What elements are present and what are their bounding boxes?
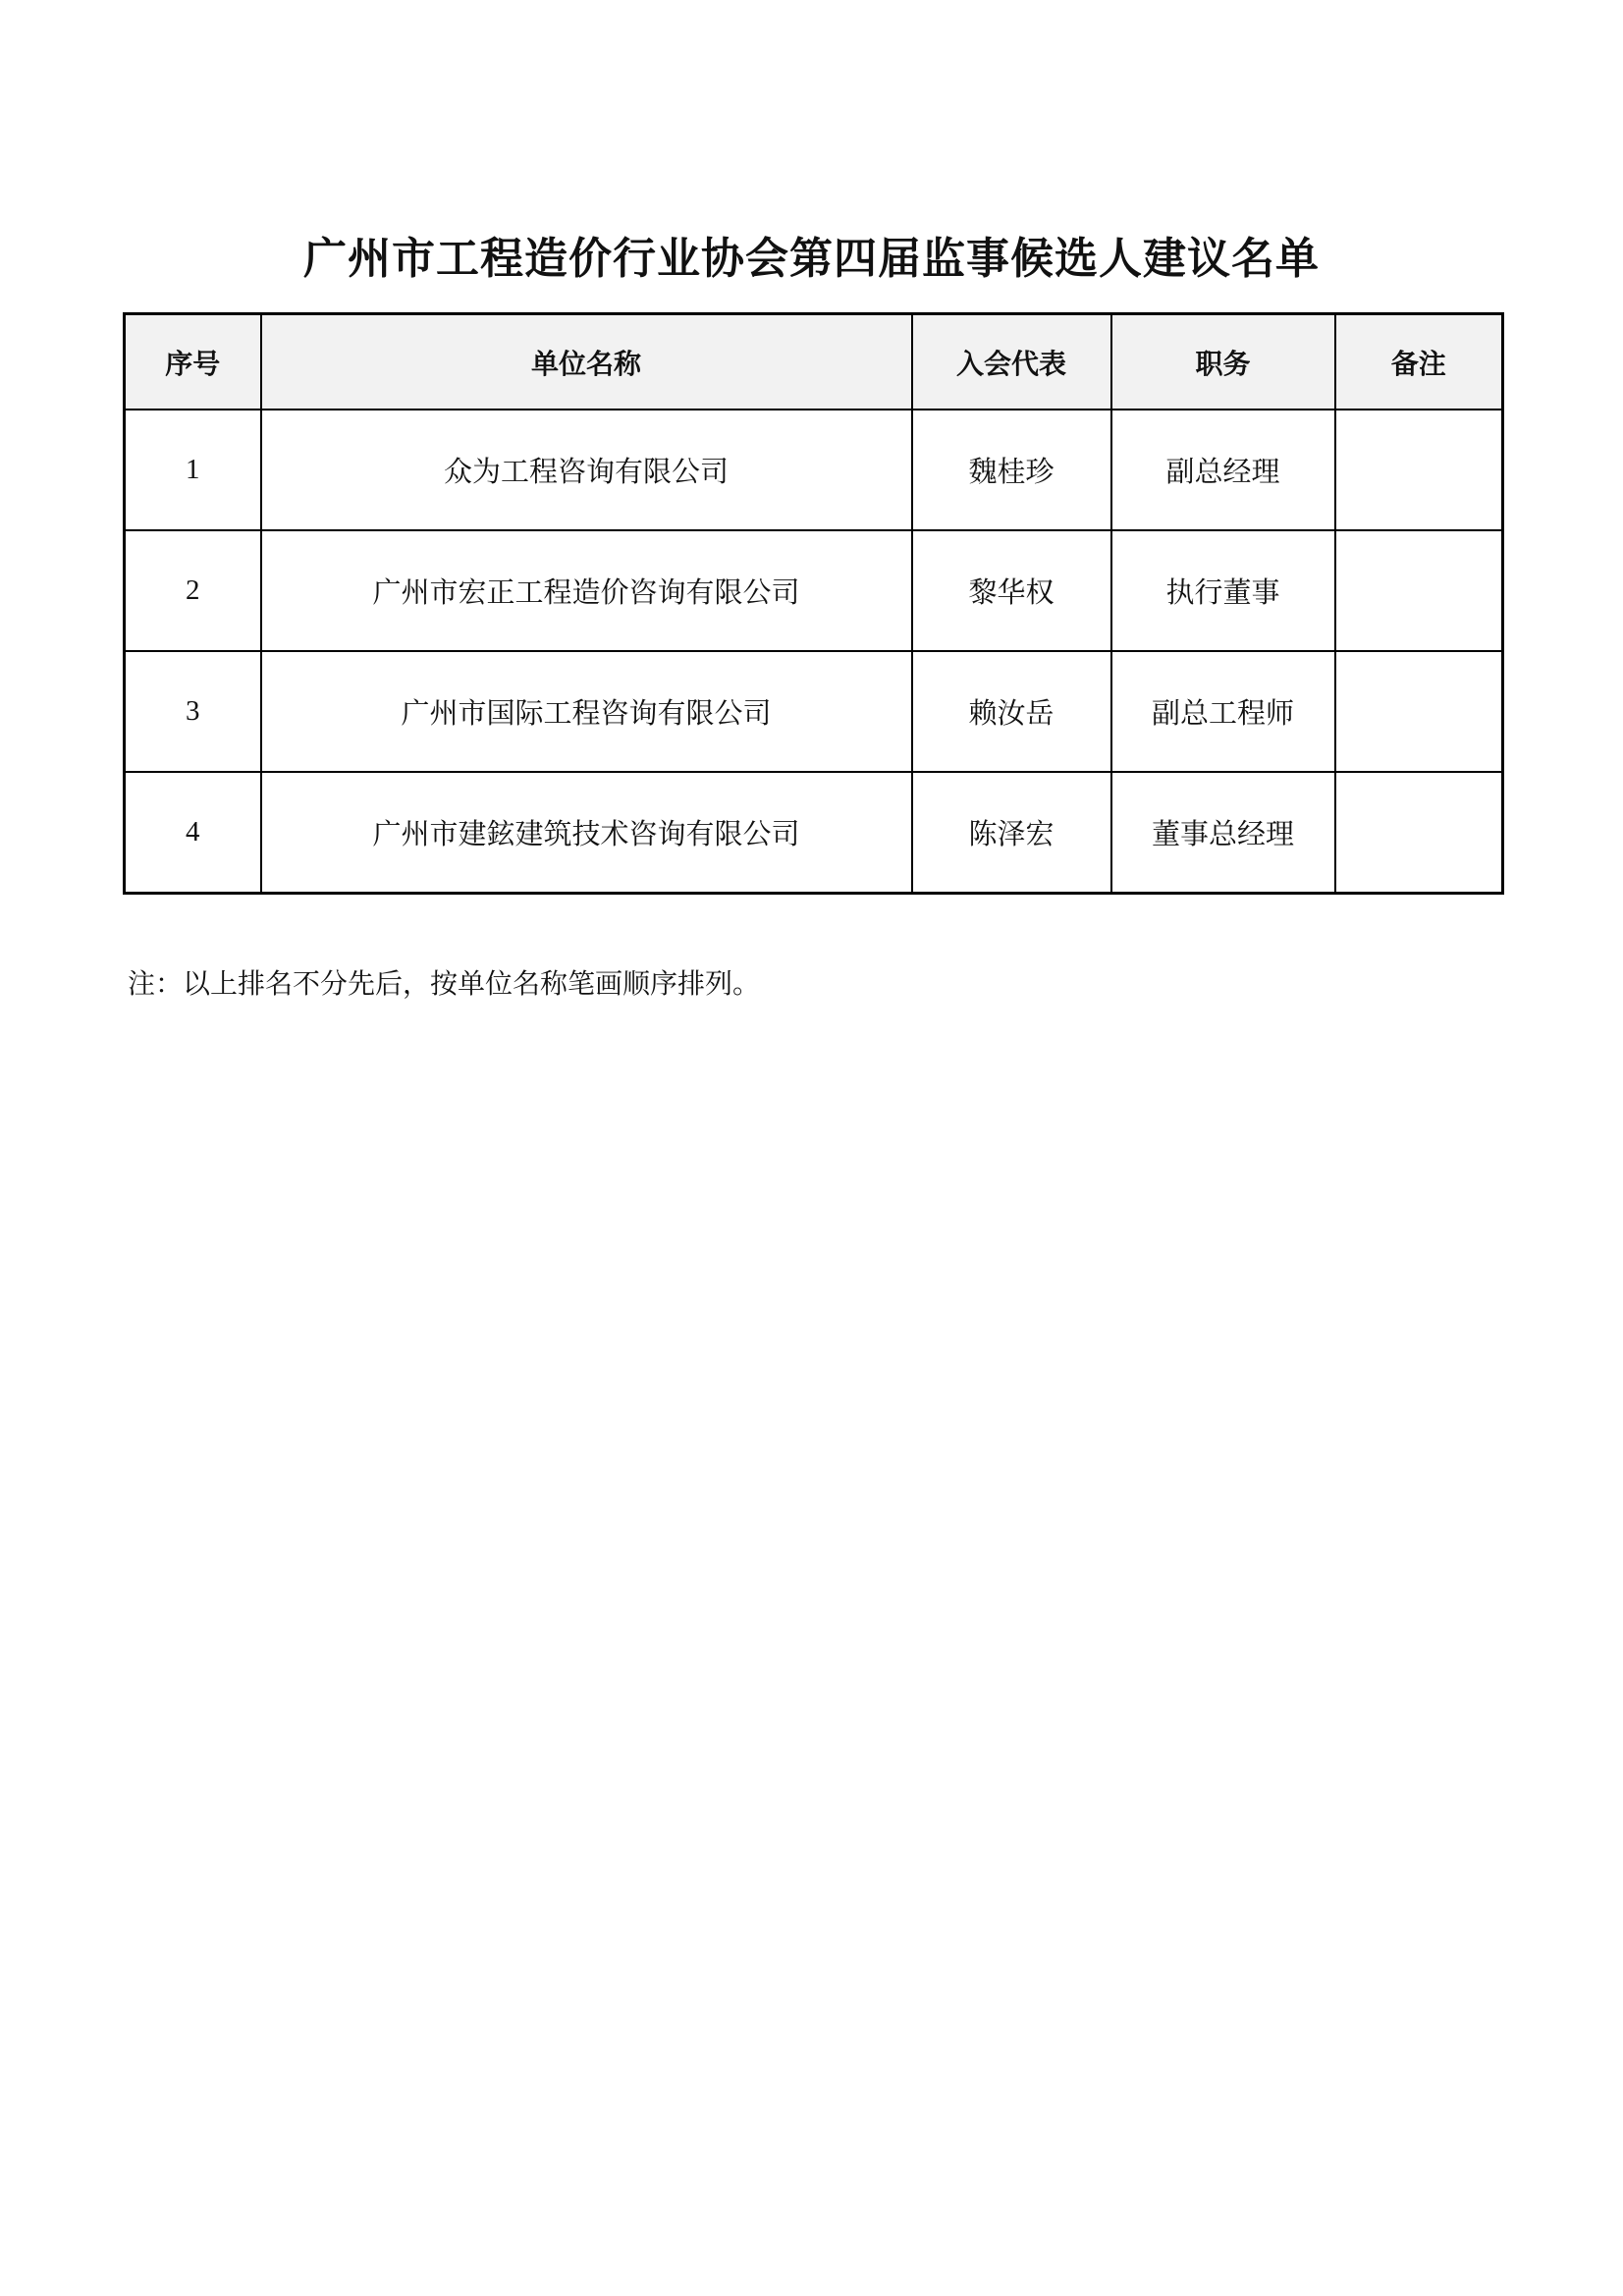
cell-representative: 赖汝岳 — [912, 651, 1111, 772]
cell-representative: 陈泽宏 — [912, 772, 1111, 894]
footnote: 注：以上排名不分先后，按单位名称笔画顺序排列。 — [128, 967, 761, 1000]
cell-company-name: 广州市国际工程咨询有限公司 — [261, 651, 912, 772]
cell-serial-number: 4 — [125, 772, 261, 894]
cell-representative: 黎华权 — [912, 530, 1111, 651]
cell-remarks — [1335, 651, 1503, 772]
cell-representative: 魏桂珍 — [912, 410, 1111, 530]
table-row — [125, 410, 1503, 530]
header-serial-number: 序号 — [125, 314, 261, 410]
cell-position: 执行董事 — [1111, 530, 1335, 651]
cell-serial-number: 2 — [125, 530, 261, 651]
table-row — [125, 651, 1503, 772]
table-header-row — [125, 314, 1503, 410]
cell-remarks — [1335, 530, 1503, 651]
document-title: 广州市工程造价行业协会第四届监事候选人建议名单 — [303, 234, 1320, 284]
cell-position: 董事总经理 — [1111, 772, 1335, 894]
header-company-name: 单位名称 — [261, 314, 912, 410]
cell-company-name: 众为工程咨询有限公司 — [261, 410, 912, 530]
cell-company-name: 广州市宏正工程造价咨询有限公司 — [261, 530, 912, 651]
table-row — [125, 772, 1503, 894]
cell-company-name: 广州市建鉉建筑技术咨询有限公司 — [261, 772, 912, 894]
cell-serial-number: 3 — [125, 651, 261, 772]
cell-remarks — [1335, 410, 1503, 530]
cell-serial-number: 1 — [125, 410, 261, 530]
header-remarks: 备注 — [1335, 314, 1503, 410]
header-position: 职务 — [1111, 314, 1335, 410]
header-representative: 入会代表 — [912, 314, 1111, 410]
cell-position: 副总工程师 — [1111, 651, 1335, 772]
candidate-table — [123, 312, 1504, 895]
cell-remarks — [1335, 772, 1503, 894]
cell-position: 副总经理 — [1111, 410, 1335, 530]
table-row — [125, 530, 1503, 651]
